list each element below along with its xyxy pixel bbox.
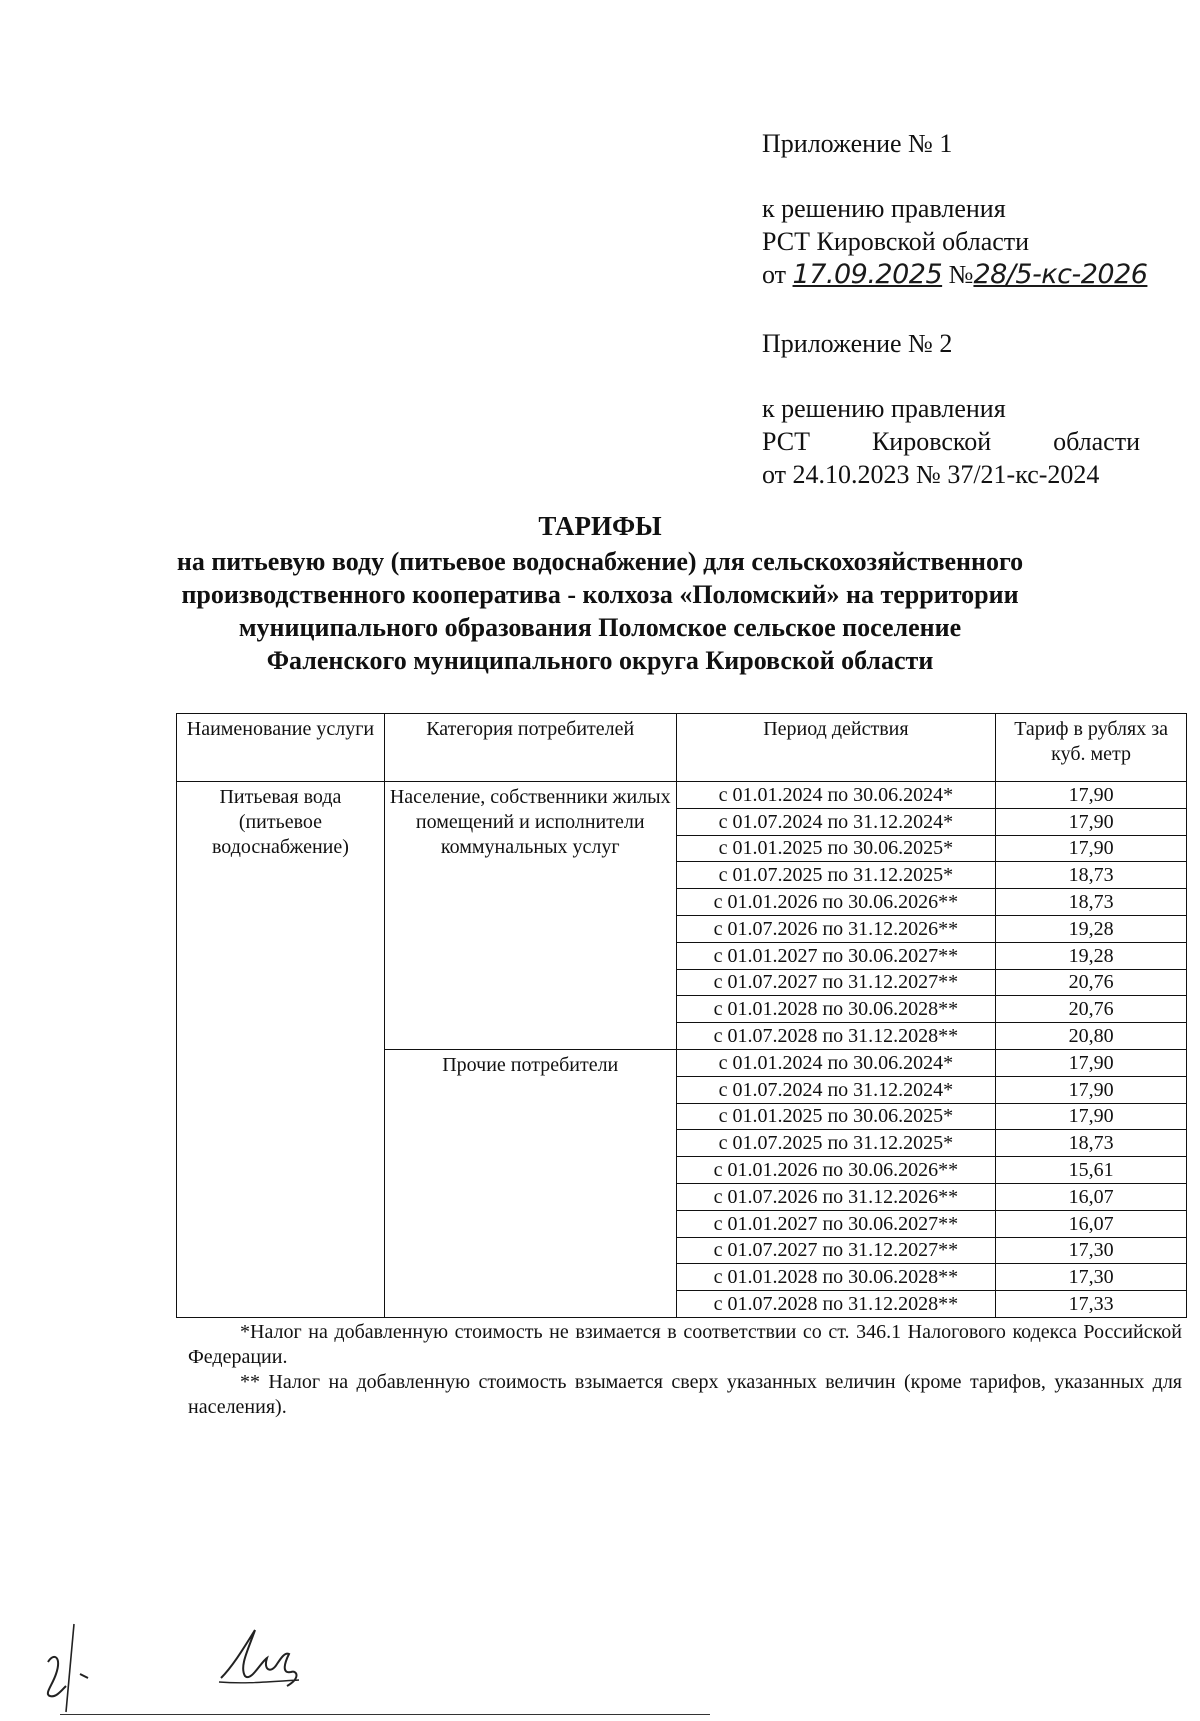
annex-2-line2-word: области (1053, 427, 1140, 456)
title-main: ТАРИФЫ (538, 511, 662, 541)
table-row (177, 782, 1187, 809)
annex-1-block (762, 127, 1147, 291)
period-cell: с 01.07.2028 по 31.12.2028** (676, 1023, 996, 1050)
footnotes (188, 1320, 1182, 1420)
tariff-cell: 18,73 (996, 1130, 1187, 1157)
period-cell: с 01.07.2027 по 31.12.2027** (676, 1237, 996, 1264)
tariff-cell: 17,90 (996, 1103, 1187, 1130)
period-cell: с 01.01.2028 по 30.06.2028** (676, 1264, 996, 1291)
footnote: ** Налог на добавленную стоимость взымается сверх указанных величин (кроме тарифов, указанных для населения). (188, 1371, 1182, 1418)
tariff-cell: 17,90 (996, 808, 1187, 835)
period-cell: с 01.01.2024 по 30.06.2024* (676, 782, 996, 809)
period-cell: с 01.07.2025 по 31.12.2025* (676, 862, 996, 889)
period-cell: с 01.07.2028 по 31.12.2028** (676, 1291, 996, 1318)
period-cell: с 01.07.2024 по 31.12.2024* (676, 808, 996, 835)
tariff-cell: 20,76 (996, 969, 1187, 996)
period-cell: с 01.01.2026 по 30.06.2026** (676, 1157, 996, 1184)
category-cell: Прочие потребители (384, 1049, 676, 1317)
header-period: Период действия (676, 714, 996, 782)
tariff-cell: 16,07 (996, 1210, 1187, 1237)
period-cell: с 01.01.2027 по 30.06.2027** (676, 1210, 996, 1237)
title-line: на питьевую воду (питьевое водоснабжение) для сельскохозяйственного (176, 547, 1024, 576)
annex-1-number-handwritten: 28/5-кс-2026 (973, 259, 1148, 290)
period-cell: с 01.07.2026 по 31.12.2026** (676, 915, 996, 942)
period-cell: с 01.01.2027 по 30.06.2027** (676, 942, 996, 969)
tariff-cell: 18,73 (996, 889, 1187, 916)
annex-1-date-handwritten: 17.09.2025 (792, 259, 943, 290)
signature-mark-right (215, 1622, 305, 1692)
annex-2-line2-word: РСТ (762, 427, 811, 456)
tariff-cell: 20,80 (996, 1023, 1187, 1050)
tariff-cell: 17,30 (996, 1237, 1187, 1264)
annex-2-line2 (762, 425, 1140, 458)
tariff-cell: 17,90 (996, 1076, 1187, 1103)
tariff-cell: 15,61 (996, 1157, 1187, 1184)
period-cell: с 01.07.2026 по 31.12.2026** (676, 1183, 996, 1210)
tariff-cell: 17,90 (996, 782, 1187, 809)
annex-2-line3: от 24.10.2023 № 37/21-кс-2024 (762, 460, 1100, 489)
annex-1-date-line (762, 258, 1147, 291)
header-tariff: Тариф в рублях за куб. метр (996, 714, 1187, 782)
table-body (177, 782, 1187, 1318)
tariff-cell: 17,90 (996, 1049, 1187, 1076)
period-cell: с 01.01.2025 по 30.06.2025* (676, 1103, 996, 1130)
period-cell: с 01.07.2024 по 31.12.2024* (676, 1076, 996, 1103)
tariff-cell: 17,90 (996, 835, 1187, 862)
document-title (0, 510, 1200, 677)
annex-1-line1: к решению правления (762, 194, 1006, 223)
category-cell: Население, собственники жилых помещений и исполнители коммунальных услуг (384, 782, 676, 1050)
tariff-cell: 19,28 (996, 942, 1187, 969)
annex-1-date-prefix: от (762, 260, 787, 289)
table-header-row (177, 714, 1187, 782)
annex-2-title: Приложение № 2 (762, 329, 953, 358)
period-cell: с 01.01.2026 по 30.06.2026** (676, 889, 996, 916)
title-line: муниципального образования Поломское сельское поселение (238, 613, 962, 642)
signature-line (60, 1714, 710, 1715)
period-cell: с 01.07.2027 по 31.12.2027** (676, 969, 996, 996)
title-line: Фаленского муниципального округа Кировской области (266, 646, 934, 675)
tariff-cell: 16,07 (996, 1183, 1187, 1210)
annex-2-line2-word: Кировской (871, 427, 992, 456)
tariff-cell: 20,76 (996, 996, 1187, 1023)
annex-1-line2: РСТ Кировской области (762, 227, 1030, 256)
footnote: *Налог на добавленную стоимость не взимается в соответствии со ст. 346.1 Налогового кодекса Российской Федерации. (188, 1321, 1182, 1368)
annex-2-block (762, 327, 1140, 491)
tariff-cell: 17,33 (996, 1291, 1187, 1318)
period-cell: с 01.07.2025 по 31.12.2025* (676, 1130, 996, 1157)
header-category: Категория потребителей (384, 714, 676, 782)
annex-1-number-prefix: № (948, 260, 974, 289)
annex-1-title: Приложение № 1 (762, 129, 953, 158)
tariff-table (176, 713, 1187, 1318)
tariff-cell: 19,28 (996, 915, 1187, 942)
header-service: Наименование услуги (177, 714, 385, 782)
title-line: производственного кооператива - колхоза «Поломский» на территории (181, 580, 1019, 609)
signature-mark-left (40, 1612, 130, 1717)
service-cell: Питьевая вода (питьевое водоснабжение) (177, 782, 385, 1318)
period-cell: с 01.01.2025 по 30.06.2025* (676, 835, 996, 862)
tariff-cell: 18,73 (996, 862, 1187, 889)
tariff-cell: 17,30 (996, 1264, 1187, 1291)
period-cell: с 01.01.2028 по 30.06.2028** (676, 996, 996, 1023)
annex-2-line1: к решению правления (762, 394, 1006, 423)
period-cell: с 01.01.2024 по 30.06.2024* (676, 1049, 996, 1076)
